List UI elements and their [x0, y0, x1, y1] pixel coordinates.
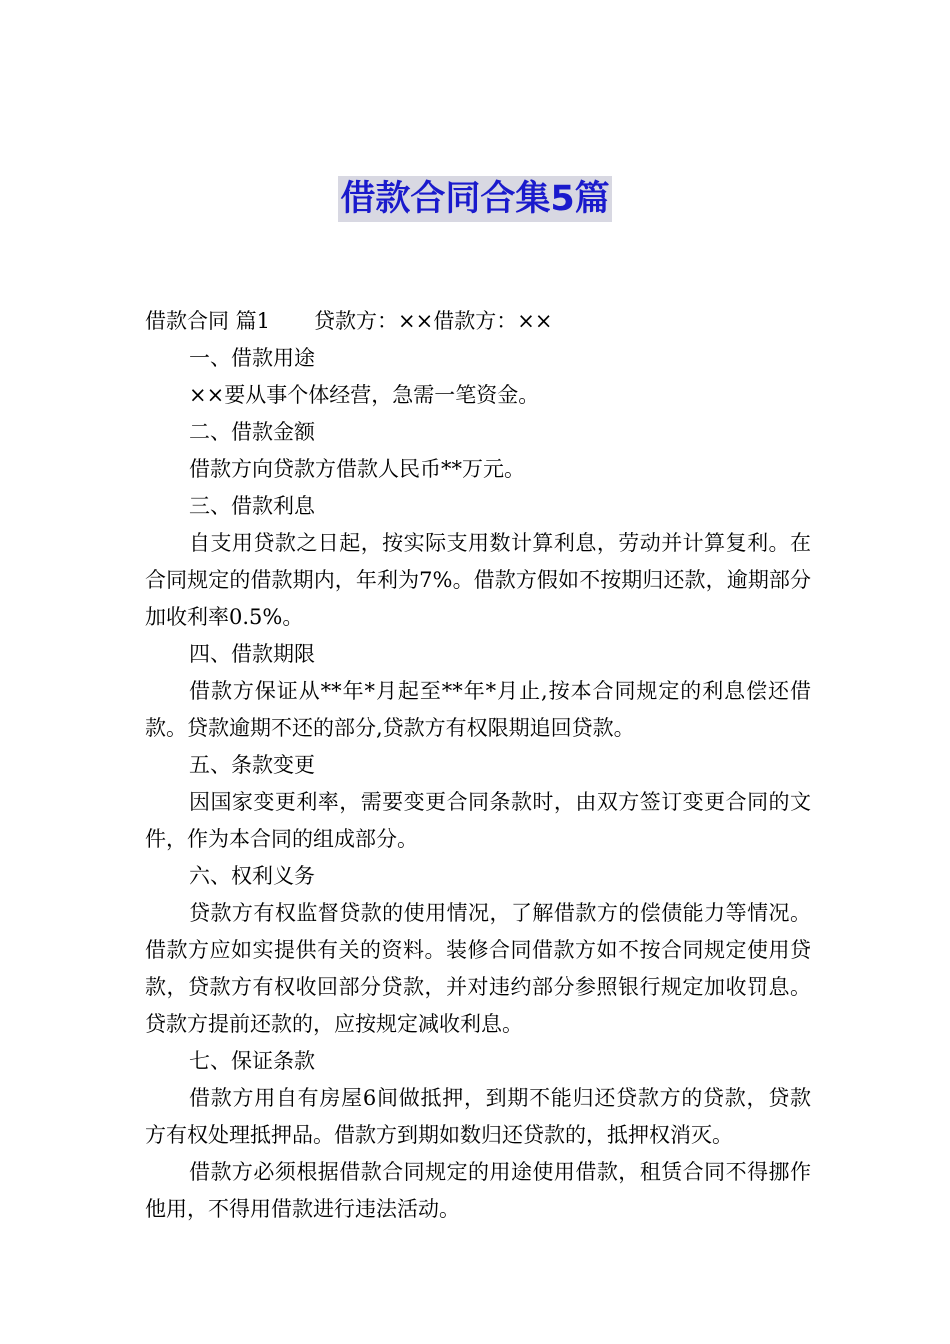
clause-heading-interest: 三、借款利息: [189, 494, 315, 518]
first-line: [145, 303, 811, 340]
clause-heading-change: 五、条款变更: [189, 753, 315, 777]
clause-heading-amount: 二、借款金额: [189, 420, 315, 444]
parties-line: 贷款方：××借款方：××: [314, 309, 553, 333]
section-heading: 借款合同 篇1: [145, 309, 271, 333]
paragraph-amount: 借款方向贷款方借款人民币**万元。: [189, 457, 525, 481]
paragraph-rights: 贷款方有权监督贷款的使用情况，了解借款方的偿债能力等情况。借款方应如实提供有关的资料。装修合同借款方如不按合同规定使用贷款，贷款方有权收回部分贷款，并对违约部分参照银行规定加收罚息。贷款方提前还款的，应按规定减收利息。: [145, 901, 811, 1036]
paragraph-change: 因国家变更利率，需要变更合同条款时，由双方签订变更合同的文件，作为本合同的组成部分。: [145, 790, 811, 851]
document-title: 借款合同合集5篇: [338, 176, 611, 222]
clause-heading-rights: 六、权利义务: [189, 864, 315, 888]
document-body: [145, 303, 811, 1228]
clause-heading-term: 四、借款期限: [189, 642, 315, 666]
title-block: [0, 176, 950, 222]
clause-heading-purpose: 一、借款用途: [189, 346, 315, 370]
paragraph-term: 借款方保证从**年*月起至**年*月止,按本合同规定的利息偿还借款。贷款逾期不还的部分,贷款方有权限期追回贷款。: [145, 679, 811, 740]
paragraph-purpose: ××要从事个体经营，急需一笔资金。: [189, 383, 540, 407]
clause-heading-guarantee: 七、保证条款: [189, 1049, 315, 1073]
paragraph-usage: 借款方必须根据借款合同规定的用途使用借款，租赁合同不得挪作他用，不得用借款进行违法活动。: [145, 1160, 811, 1221]
paragraph-guarantee: 借款方用自有房屋6间做抵押，到期不能归还贷款方的贷款，贷款方有权处理抵押品。借款方到期如数归还贷款的，抵押权消灭。: [145, 1086, 811, 1147]
paragraph-interest: 自支用贷款之日起，按实际支用数计算利息，劳动并计算复利。在合同规定的借款期内，年利为7%。借款方假如不按期归还款，逾期部分加收利率0.5%。: [145, 531, 811, 629]
